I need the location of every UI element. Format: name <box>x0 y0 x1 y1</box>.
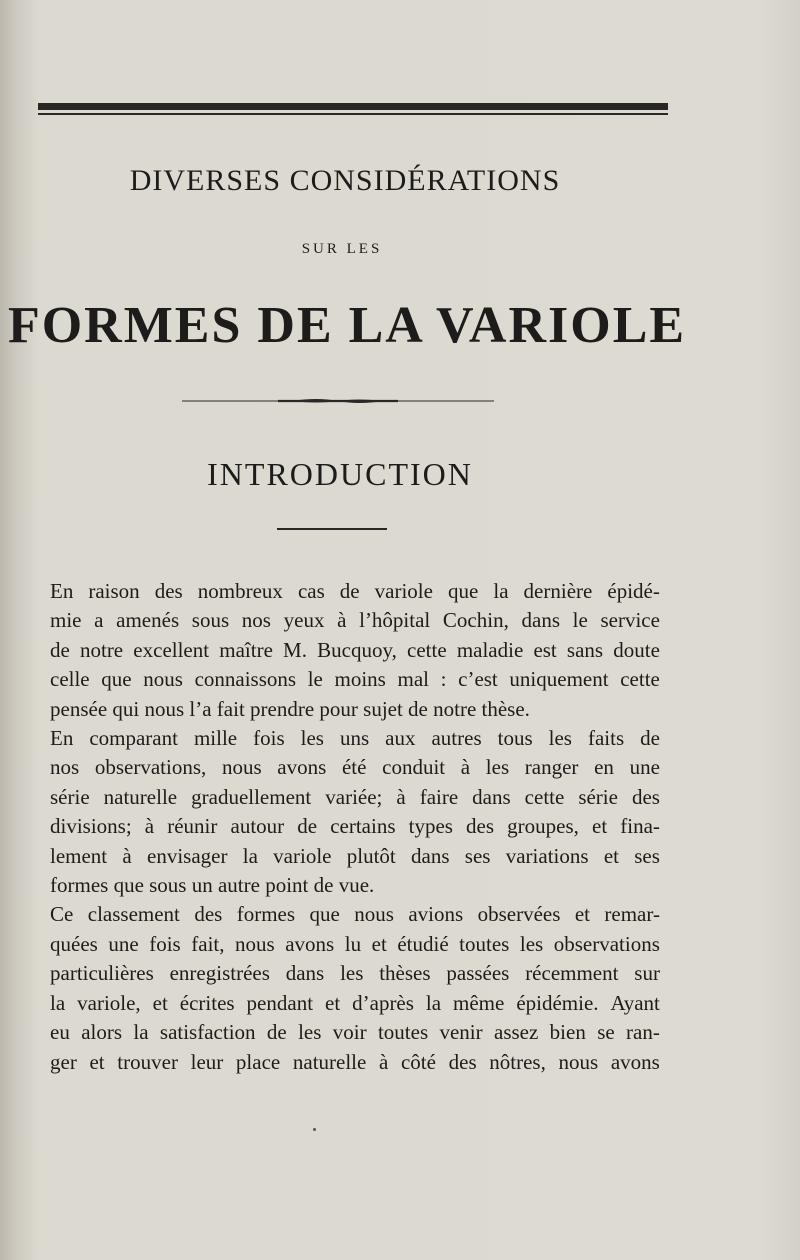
text-line: pensée qui nous l’a fait prendre pour sujet de notre thèse. <box>50 696 530 721</box>
text-line: nos observations, nous avons été conduit à les ranger en une <box>50 755 660 780</box>
ornamental-divider <box>182 396 494 406</box>
main-title: FORMES DE LA VARIOLE <box>7 297 687 354</box>
text-line: mie a amenés sous nos yeux à l’hôpital Cochin, dans le service <box>50 608 660 633</box>
section-title: INTRODUCTION <box>207 456 473 492</box>
ink-speck <box>313 1128 316 1131</box>
text-line: divisions; à réunir autour de certains types des groupes, et fina- <box>50 814 660 839</box>
section-rule <box>277 528 387 530</box>
text-line: lement à envisager la variole plutôt dans ses variations et ses <box>50 843 660 868</box>
paragraph-2 <box>50 724 660 900</box>
title-line-2: SUR LES <box>301 241 383 257</box>
text-line: eu alors la satisfaction de les voir toutes venir assez bien se ran- <box>50 1020 660 1045</box>
text-line: de notre excellent maître M. Bucquoy, cette maladie est sans doute <box>50 637 660 662</box>
text-line: Ce classement des formes que nous avions observées et remar- <box>50 902 660 927</box>
body-text <box>50 577 660 1077</box>
paragraph-3 <box>50 900 660 1076</box>
text-line: série naturelle graduellement variée; à faire dans cette série des <box>50 784 660 809</box>
text-line: celle que nous connaissons le moins mal : c’est uniquement cette <box>50 667 660 692</box>
header-thick-rule <box>38 103 668 110</box>
text-line: ger et trouver leur place naturelle à côté des nôtres, nous avons <box>50 1049 660 1074</box>
text-line: formes que sous un autre point de vue. <box>50 873 375 898</box>
text-line: En raison des nombreux cas de variole que la dernière épidé- <box>50 579 660 603</box>
text-line: particulières enregistrées dans les thèses passées récemment sur <box>50 961 660 986</box>
header-thin-rule <box>38 113 668 115</box>
text-line: quées une fois fait, nous avons lu et étudié toutes les observations <box>50 931 660 956</box>
text-line: la variole, et écrites pendant et d’après la même épidémie. Ayant <box>50 990 660 1015</box>
title-line-1: DIVERSES CONSIDÉRATIONS <box>129 164 561 197</box>
paragraph-1 <box>50 577 660 724</box>
text-line: En comparant mille fois les uns aux autres tous les faits de <box>50 726 660 751</box>
